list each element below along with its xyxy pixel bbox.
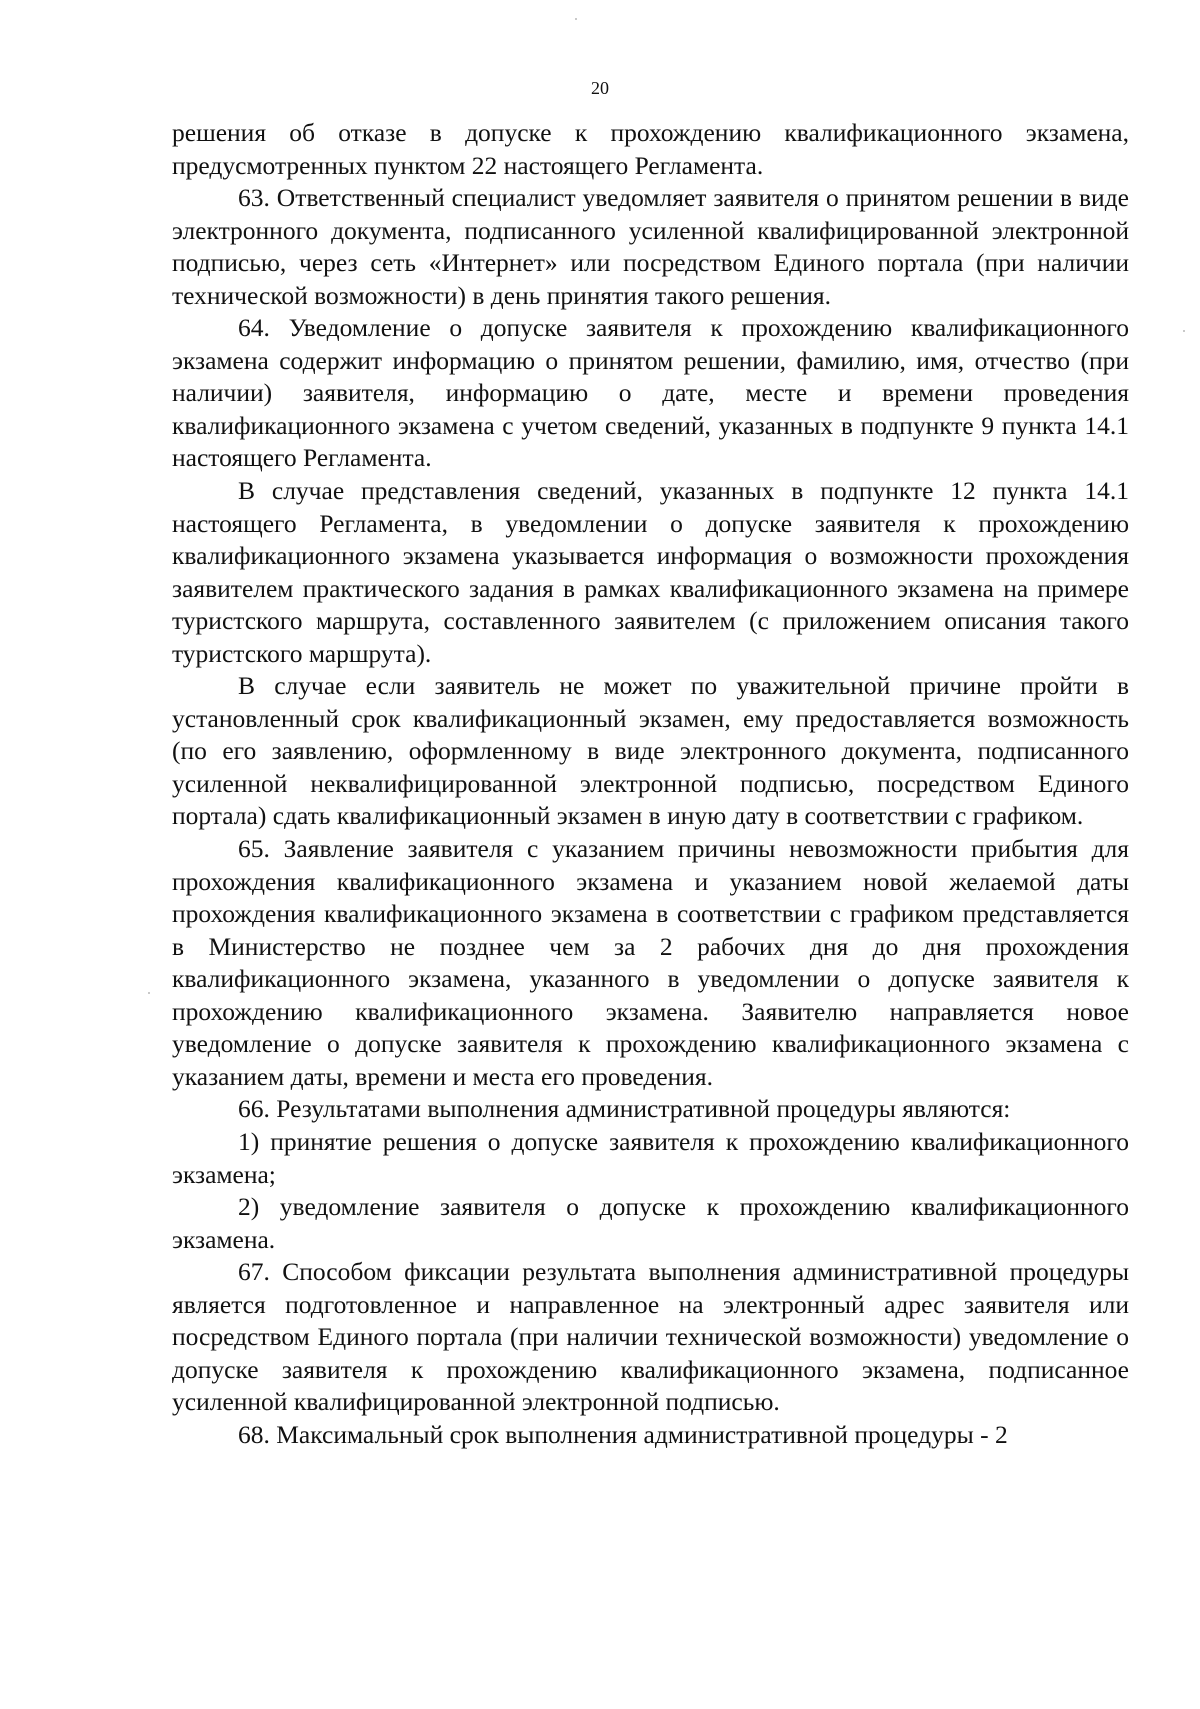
paragraph-66: 66. Результатами выполнения административной процедуры являются: [238, 1094, 1011, 1124]
paragraph-66-item-2: 2) уведомление заявителя о допуске к прохождению квалификационного экзамена. [172, 1192, 1129, 1254]
scan-speck [1183, 330, 1185, 332]
page-number: 20 [591, 78, 609, 98]
paragraph-64-reschedule: В случае если заявитель не может по уважительной причине пройти в установленный срок квалификационный экзамен, ему предоставляется возможность (по его заявлению, оформленному в виде электронного документа, подписанного усиленной неквалифицированной электронной подписью, посредством Единого портала) сдать квалификационный экзамен в иную дату в соответствии с графиком. [172, 671, 1129, 831]
paragraph-63: 63. Ответственный специалист уведомляет заявителя о принятом решении в виде электронного документа, подписанного усиленной квалифицированной электронной подписью, через сеть «Интернет» или посредством Единого портала (при наличии технической возможности) в день принятия такого решения. [172, 183, 1129, 310]
paragraph-64-route: В случае представления сведений, указанных в подпункте 12 пункта 14.1 настоящего Регламента, в уведомлении о допуске заявителя к прохождению квалификационного экзамена указывается информация о возможности прохождения заявителем практического задания в рамках квалификационного экзамена на примере туристского маршрута, составленного заявителем (с приложением описания такого туристского маршрута). [172, 476, 1129, 668]
paragraph-65: 65. Заявление заявителя с указанием причины невозможности прибытия для прохождения квалификационного экзамена и указанием новой желаемой даты прохождения квалификационного экзамена в соответствии с графиком представляется в Министерство не позднее чем за 2 рабочих дня до дня прохождения квалификационного экзамена, указанного в уведомлении о допуске заявителя к прохождению квалификационного экзамена. Заявителю направляется новое уведомление о допуске заявителя к прохождению квалификационного экзамена с указанием даты, времени и места его проведения. [172, 834, 1129, 1091]
scan-speck [575, 18, 577, 20]
paragraph-64: 64. Уведомление о допуске заявителя к прохождению квалификационного экзамена содержит информацию о принятом решении, фамилию, имя, отчество (при наличии) заявителя, информацию о дате, месте и времени проведения квалификационного экзамена с учетом сведений, указанных в подпункте 9 пункта 14.1 настоящего Регламента. [172, 313, 1129, 473]
paragraph-67: 67. Способом фиксации результата выполнения административной процедуры является подготовленное и направленное на электронный адрес заявителя или посредством Единого портала (при наличии технической возможности) уведомление о допуске заявителя к прохождению квалификационного экзамена, подписанное усиленной квалифицированной электронной подписью. [172, 1257, 1129, 1417]
scan-speck [148, 992, 150, 994]
paragraph-66-item-1: 1) принятие решения о допуске заявителя к прохождению квалификационного экзамена; [172, 1126, 1129, 1189]
paragraph-continuation: решения об отказе в допуске к прохождению квалификационного экзамена, предусмотренных пунктом 22 настоящего Регламента. [172, 118, 1129, 180]
paragraph-68: 68. Максимальный срок выполнения административной процедуры - 2 [238, 1419, 1008, 1449]
document-body [172, 117, 1129, 1451]
